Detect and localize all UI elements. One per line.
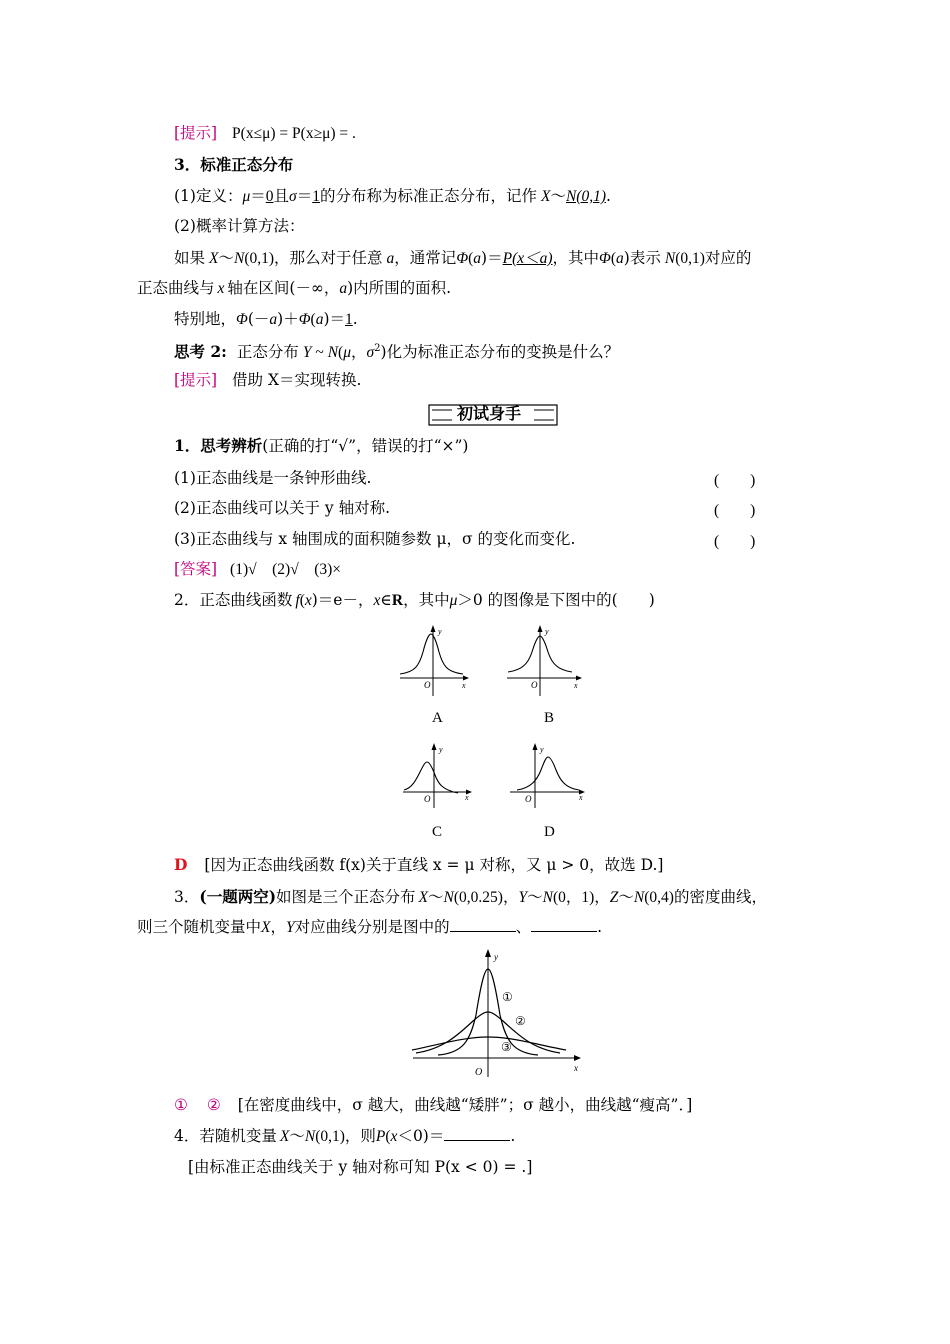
answer-1-tag: [答案] [174, 560, 218, 578]
option-d-graph [505, 740, 590, 810]
option-a-label[interactable]: A [432, 710, 443, 726]
option-b-label[interactable]: B [544, 710, 555, 726]
option-c-graph [398, 740, 478, 810]
svg-text:y: y [439, 745, 443, 754]
axis-x-label: x [462, 681, 466, 690]
three-curves-graph [408, 945, 593, 1085]
answer-1-line [174, 559, 341, 580]
hint-line [174, 123, 356, 144]
paragraph-line-1: 如果 X～N(0,1)，那么对于任意 a，通常记Φ(a)＝P(x＜a)，其中Φ(a)表示 N(0,1)对应的 [174, 249, 752, 267]
curve-3-label: ③ [501, 1040, 512, 1054]
hint-2-content: 借助 X＝实现转换. [232, 371, 362, 389]
question-3-line-2: 则三个随机变量中X，Y对应曲线分别是图中的 、 . [137, 918, 603, 936]
svg-text:y: y [545, 627, 549, 636]
answer-2-line [174, 855, 663, 875]
answer-3-content: [在密度曲线中，σ 越大，曲线越“矮胖”；σ 越小，曲线越“瘦高”．] [237, 1096, 693, 1114]
blank-3[interactable] [444, 1126, 510, 1141]
question-4-line: 4．若随机变量 X～N(0,1)，则P(x＜0)＝ . [174, 1127, 516, 1145]
think-2-line: 思考 2: 正态分布 Y ~ N(μ，$\sigma^2$)化为标准正态分布的变换是什么？ [174, 342, 620, 362]
svg-text:x: x [574, 681, 578, 690]
answer-3-second: ② [206, 1096, 221, 1114]
hint-2-line [174, 370, 361, 390]
curve-2-label: ② [515, 1014, 526, 1028]
definition-line: (1)定义：μ＝0且σ＝1的分布称为标准正态分布，记作 X～N(0,1). [174, 187, 611, 205]
option-c-label[interactable]: C [432, 824, 443, 840]
curve-1-label: ① [502, 990, 513, 1004]
question-1-item-3: (3)正态曲线与 x 轴围成的面积随参数 μ，σ 的变化而变化. [174, 530, 576, 548]
blank-1[interactable] [450, 917, 516, 932]
option-a-graph [395, 622, 475, 702]
question-1-title: 1．思考辨析(正确的打“√”，错误的打“×”) [174, 436, 469, 455]
svg-text:O: O [424, 794, 431, 804]
answer-3-first: ① [174, 1096, 188, 1114]
svg-text:x: x [574, 1063, 578, 1073]
section-banner-title: 初试身手 [457, 404, 522, 423]
origin-label: O [424, 680, 431, 690]
answer-3-line [174, 1095, 692, 1115]
question-1-item-2: (2)正态曲线可以关于 y 轴对称. [174, 499, 390, 517]
answer-paren-2[interactable]: ( ) [714, 502, 756, 519]
svg-text:x: x [465, 793, 469, 802]
svg-text:O: O [531, 680, 538, 690]
answer-1-content: (1)√ (2)√ (3)× [230, 561, 342, 578]
special-line: 特别地，Φ(－a)＋Φ(a)＝1. [174, 310, 358, 328]
paragraph-line-2: 正态曲线与 x 轴在区间(－∞，a)内所围的面积. [137, 279, 452, 297]
blank-2[interactable] [531, 917, 597, 932]
option-b-graph [502, 622, 587, 702]
svg-text:O: O [475, 1067, 483, 1078]
svg-text:x: x [579, 793, 583, 802]
hint-content: P(x≤μ) = P(x≥μ) = . [232, 125, 356, 142]
section-title: 3．标准正态分布 [174, 155, 294, 174]
option-d-label[interactable]: D [544, 824, 555, 840]
axis-y-label: y [438, 627, 442, 636]
svg-text:O: O [525, 794, 532, 804]
hint-tag: [提示] [174, 124, 218, 142]
question-3-line-1: 3．(一题两空)如图是三个正态分布 X～N(0,0.25)，Y～N(0，1)，Z～N(0,4)的密度曲线， [174, 887, 767, 906]
answer-paren-1[interactable]: ( ) [714, 472, 756, 489]
answer-4-line: [由标准正态曲线关于 y 轴对称可知 P(x < 0) = .] [188, 1158, 533, 1176]
answer-paren-3[interactable]: ( ) [714, 533, 756, 550]
hint-2-tag: [提示] [174, 371, 218, 389]
question-2-line: 2．正态曲线函数 f(x)＝e－，x∈R，其中μ＞0 的图像是下图中的( ) [174, 591, 655, 609]
method-title: (2)概率计算方法： [174, 217, 305, 235]
answer-2-content: [因为正态曲线函数 f(x)关于直线 x = μ 对称，又 μ > 0，故选 D.] [204, 856, 664, 874]
svg-text:y: y [540, 745, 544, 754]
svg-text:y: y [494, 952, 498, 962]
question-1-item-1: (1)正态曲线是一条钟形曲线. [174, 469, 372, 487]
answer-2-letter: D [174, 855, 188, 874]
